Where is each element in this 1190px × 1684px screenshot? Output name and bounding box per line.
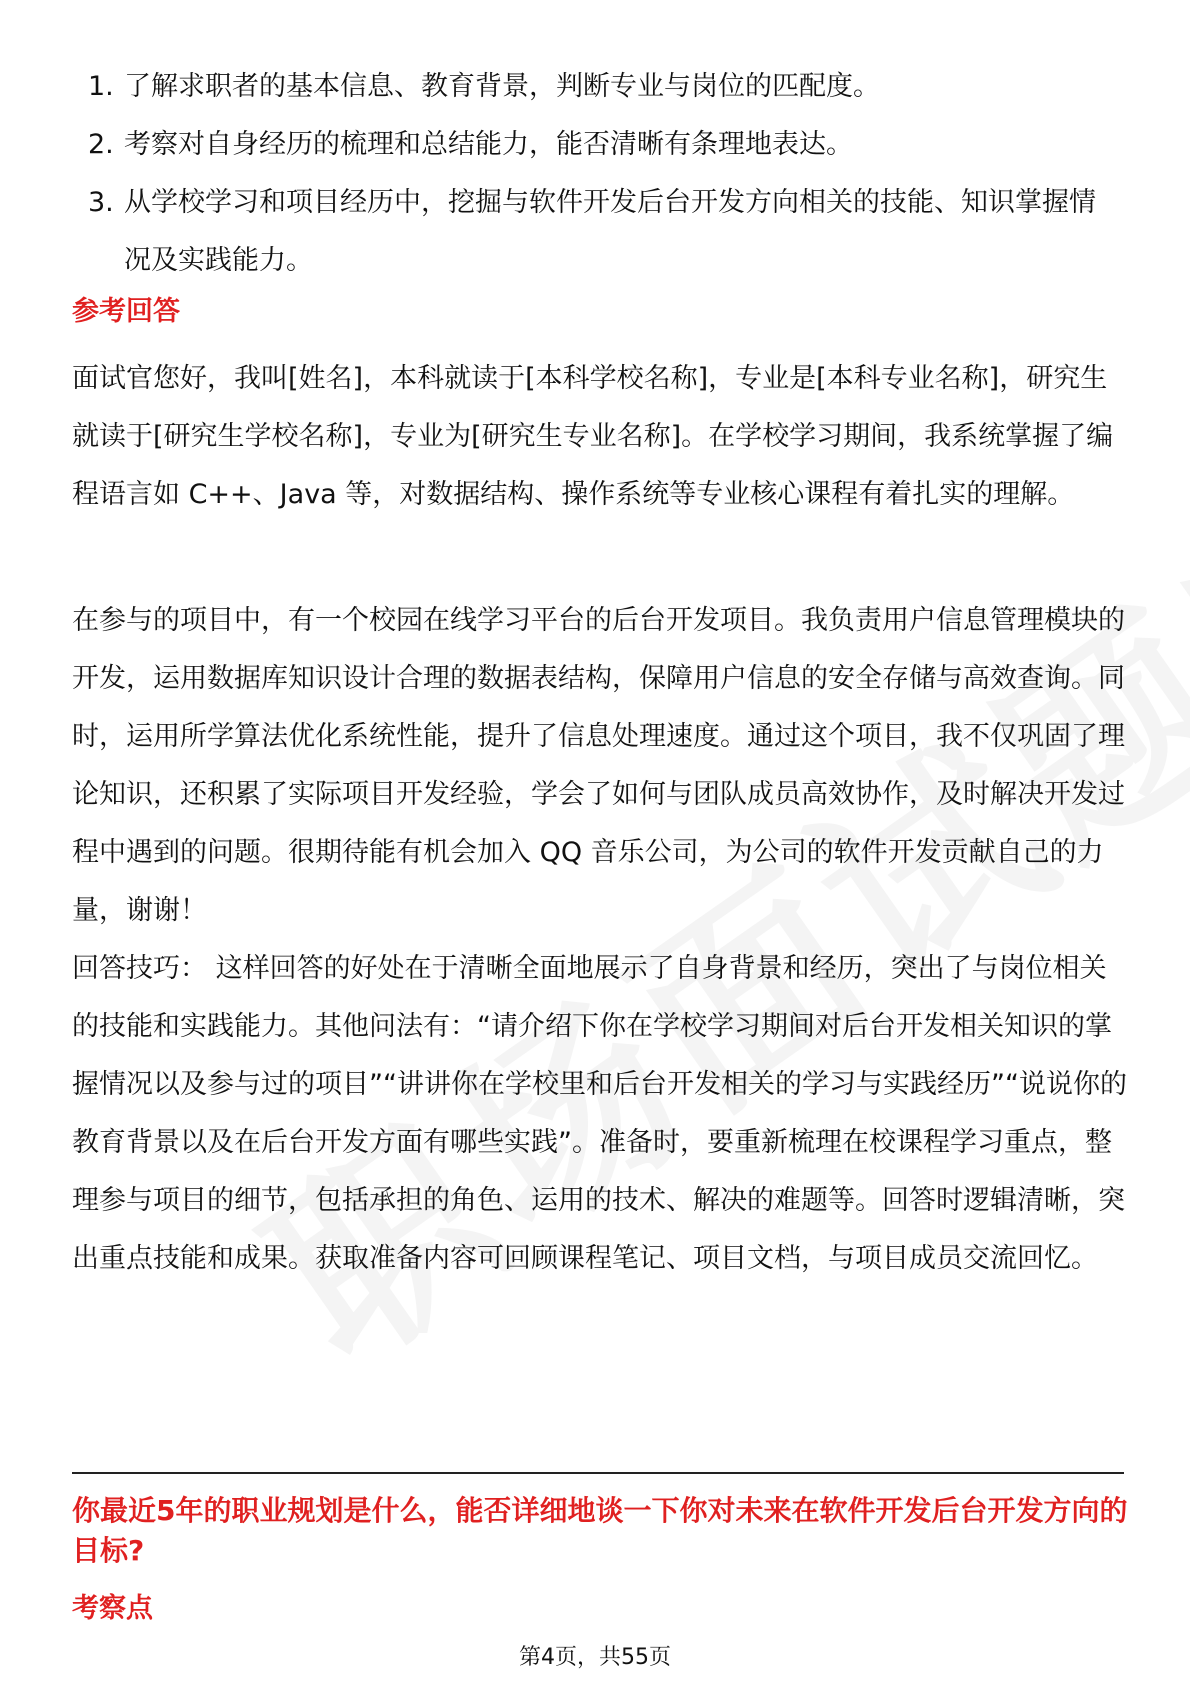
list-item-number: 1. — [88, 71, 114, 102]
list-item-text: 了解求职者的基本信息、教育背景，判断专业与岗位的匹配度。 — [124, 71, 880, 102]
reference-answer-heading: 参考回答 — [72, 296, 180, 327]
list-item — [72, 174, 1122, 290]
answer-paragraph-project: 在参与的项目中，有一个校园在线学习平台的后台开发项目。我负责用户信息管理模块的开发，运用数据库知识设计合理的数据表结构，保障用户信息的安全存储与高效查询。同时，运用所学算法优化系统性能，提升了信息处理速度。通过这个项目，我不仅巩固了理论知识，还积累了实际项目开发经验，学会了如何与团队成员高效协作，及时解决开发过程中遇到的问题。很期待能有机会加入 QQ 音乐公司，为公司的软件开发贡献自己的力量，谢谢！ — [72, 605, 1125, 926]
page-number-footer: 第4页，共55页 — [519, 1645, 671, 1670]
list-item-text: 考察对自身经历的梳理和总结能力，能否清晰有条理地表达。 — [124, 129, 853, 160]
answer-paragraph-intro: 面试官您好，我叫[姓名]，本科就读于[本科学校名称]，专业是[本科专业名称]，研究生就读于[研究生学校名称]，专业为[研究生专业名称]。在学校学习期间，我系统掌握了编程语言如 C++、Java 等，对数据结构、操作系统等专业核心课程有着扎实的理解。 — [72, 363, 1114, 510]
list-item — [72, 58, 1122, 116]
section-divider — [72, 1472, 1124, 1474]
list-item-number: 3. — [88, 187, 114, 218]
list-item-number: 2. — [88, 129, 114, 160]
list-item — [72, 116, 1122, 174]
next-question-title: 你最近5年的职业规划是什么，能否详细地谈一下你对未来在软件开发后台开发方向的目标? — [72, 1494, 1128, 1567]
evaluation-points-list — [72, 58, 1122, 290]
answer-tips-paragraph: 回答技巧： 这样回答的好处在于清晰全面地展示了自身背景和经历，突出了与岗位相关的技能和实践能力。其他问法有：“请介绍下你在学校学习期间对后台开发相关知识的掌握情况以及参与过的项目”“讲讲你在学校里和后台开发相关的学习与实践经历”“说说你的教育背景以及在后台开发方面有哪些实践”。准备时，要重新梳理在校课程学习重点，整理参与项目的细节，包括承担的角色、运用的技术、解决的难题等。回答时逻辑清晰，突出重点技能和成果。获取准备内容可回顾课程笔记、项目文档，与项目成员交流回忆。 — [72, 953, 1127, 1274]
list-item-text: 从学校学习和项目经历中，挖掘与软件开发后台开发方向相关的技能、知识掌握情况及实践能力。 — [124, 187, 1096, 276]
next-evaluation-heading: 考察点 — [72, 1593, 153, 1624]
